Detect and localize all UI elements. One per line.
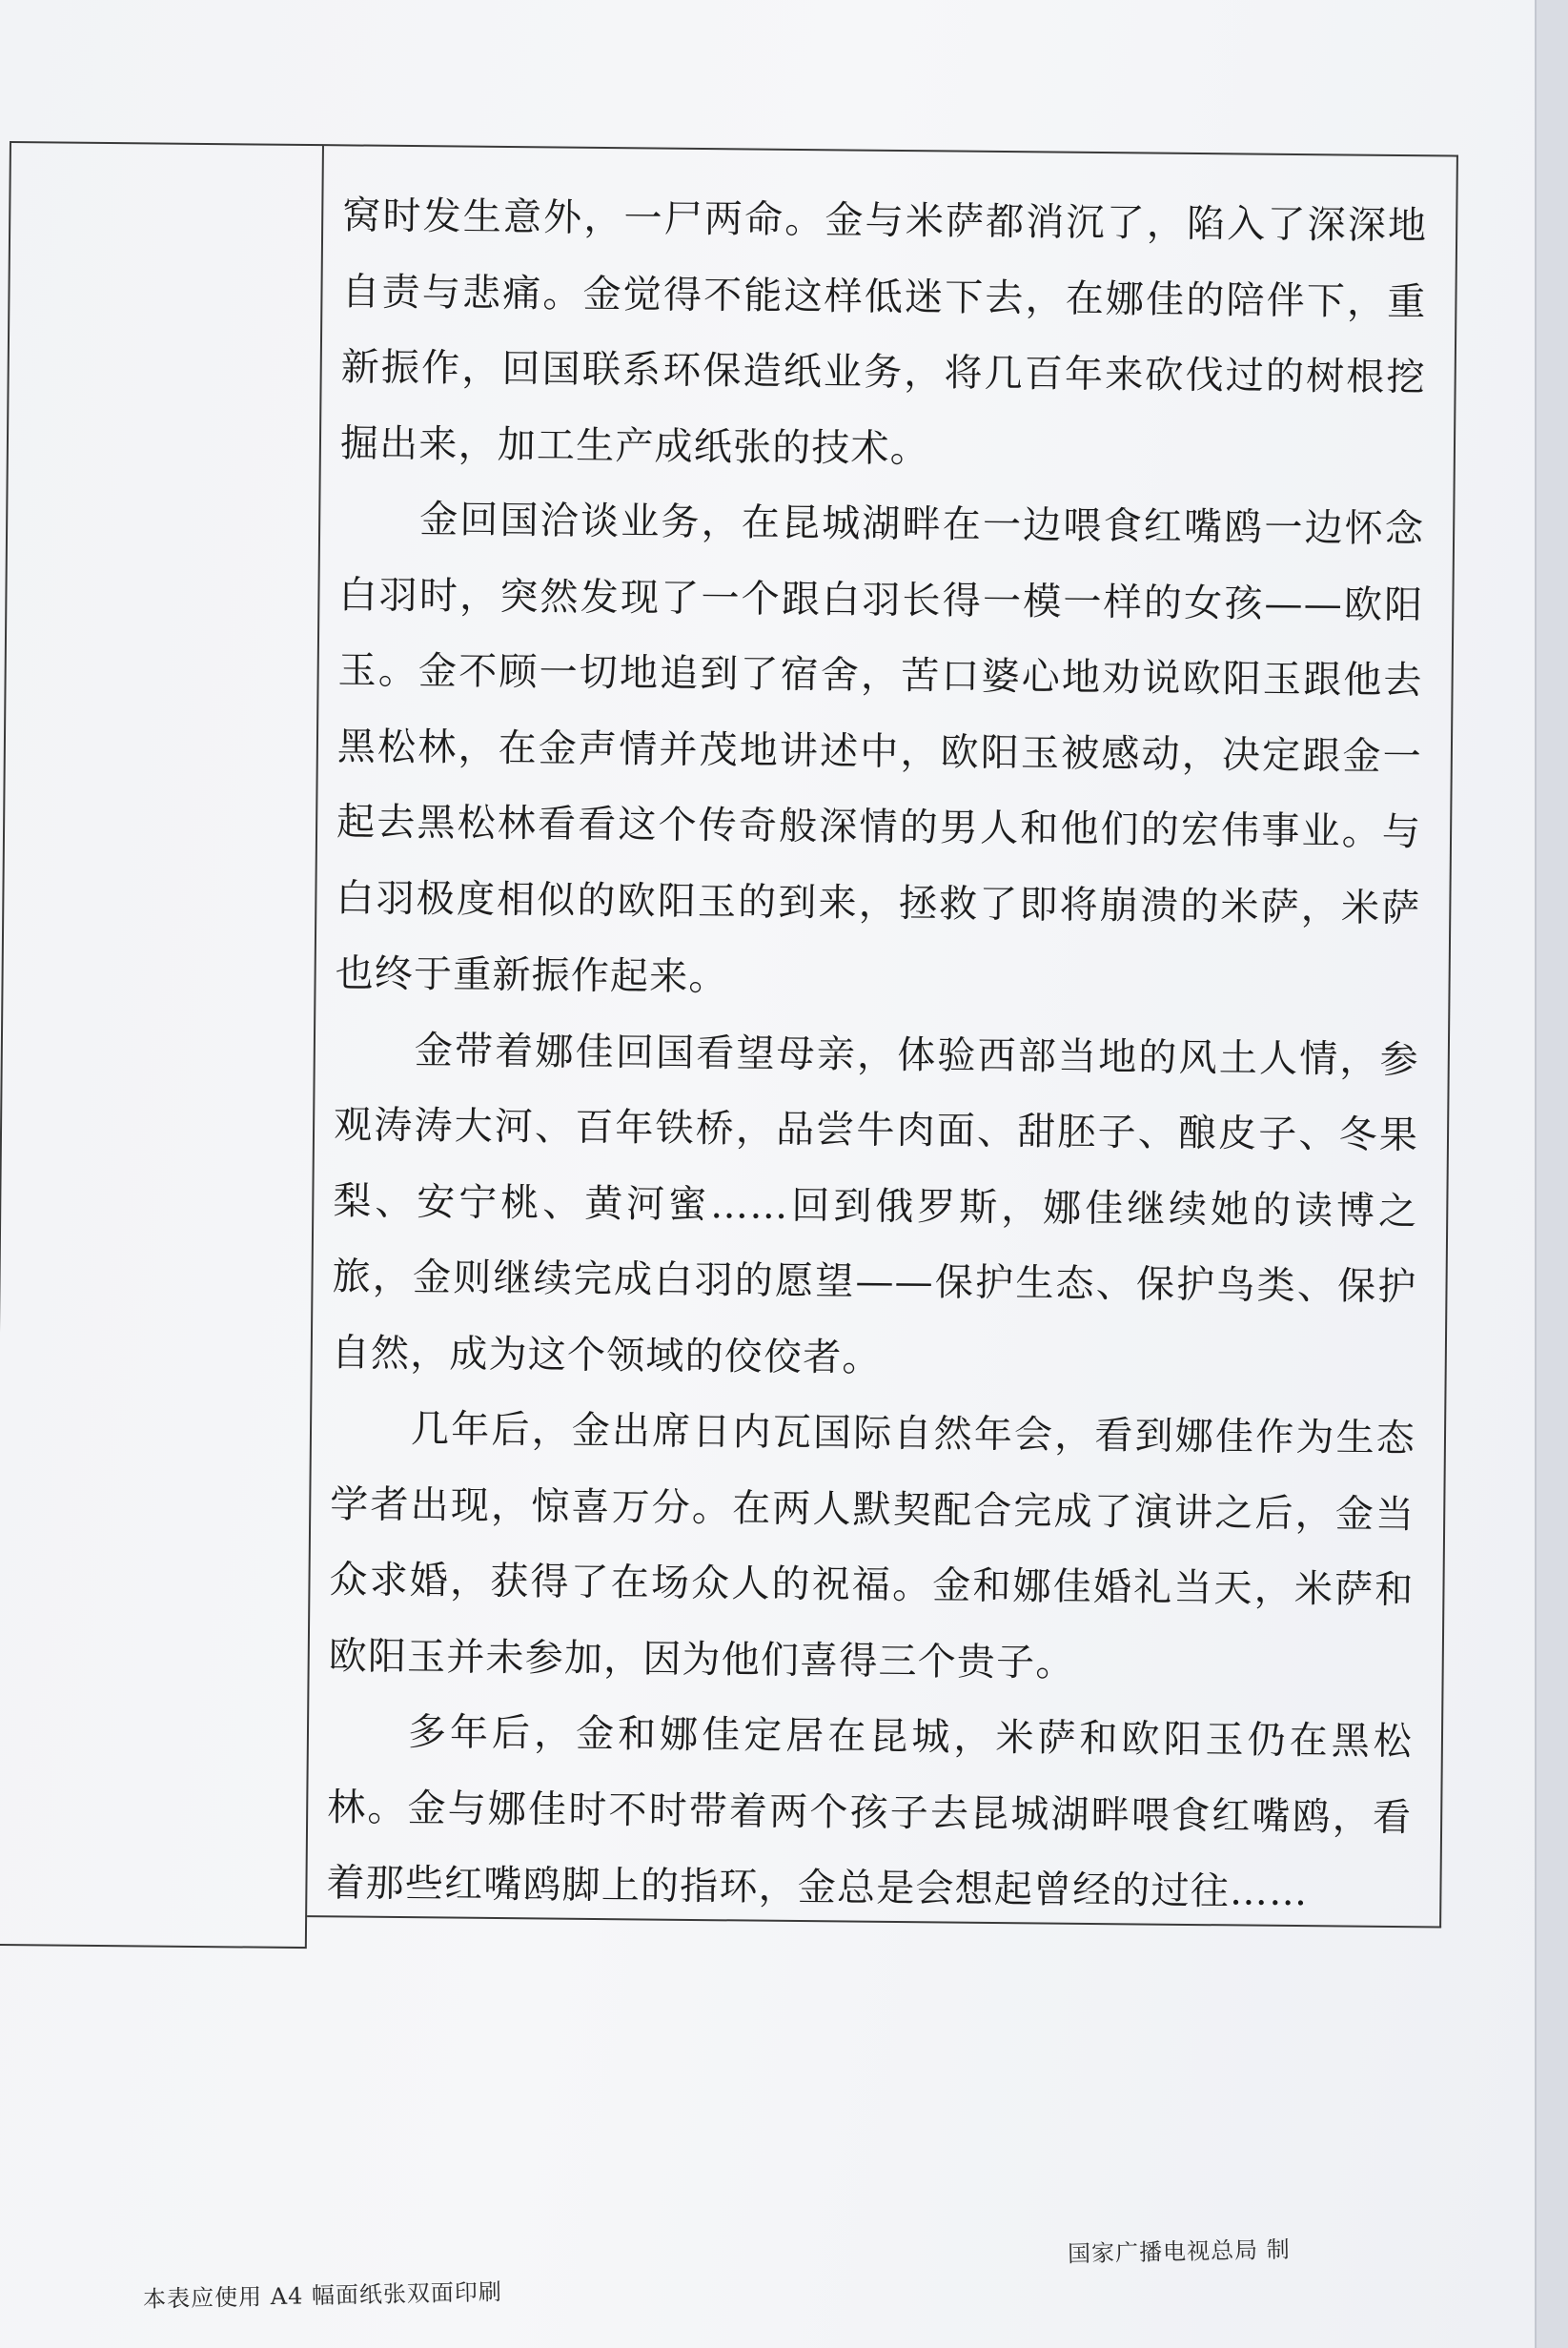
- story-paragraph-4: 几年后，金出席日内瓦国际自然年会，看到娜佳作为生态学者出现，惊喜万分。在两人默契配合完成了演讲之后，金当众求婚，获得了在场众人的祝福。金和娜佳婚礼当天，米萨和欧阳玉并未参加，因为他们喜得三个贵子。: [328, 1407, 1416, 1685]
- story-paragraph-2: 金回国洽谈业务，在昆城湖畔在一边喂食红嘴鸥一边怀念白羽时，突然发现了一个跟白羽长得一模一样的女孩——欧阳玉。金不顾一切地追到了宿舍，苦口婆心地劝说欧阳玉跟他去黑松林，在金声情并茂地讲述中，欧阳玉被感动，决定跟金一起去黑松林看看这个传奇般深情的男人和他们的宏伟事业。与白羽极度相似的欧阳玉的到来，拯救了即将崩溃的米萨，米萨也终于重新振作起来。: [335, 498, 1425, 1000]
- print-instruction-note: 本表应使用 A4 幅面纸张双面印刷: [142, 2278, 503, 2313]
- table-left-column: [0, 141, 324, 1949]
- story-paragraph-5: 多年后，金和娜佳定居在昆城，米萨和欧阳玉仍在黑松林。金与娜佳时不时带着两个孩子去昆城湖畔喂食红嘴鸥，看着那些红嘴鸥脚上的指环，金总是会想起曾经的过往……: [326, 1710, 1414, 1915]
- story-paragraph-3: 金带着娜佳回国看望母亲，体验西部当地的风土人情，参观涛涛大河、百年铁桥，品尝牛肉面、甜胚子、酿皮子、冬果梨、安宁桃、黄河蜜……回到俄罗斯，娜佳继续她的读博之旅，金则继续完成白羽的愿望——保护生态、保护鸟类、保护自然，成为这个领域的佼佼者。: [331, 1028, 1420, 1380]
- paper-edge: [1535, 0, 1568, 2348]
- issuer-label: 国家广播电视总局 制: [1067, 2236, 1291, 2268]
- story-paragraph-1: 窝时发生意外，一尸两命。金与米萨都消沉了，陷入了深深地自责与悲痛。金觉得不能这样低迷下去，在娜佳的陪伴下，重新振作，回国联系环保造纸业务，将几百年来砍伐过的树根挖掘出来，加工生产成纸张的技术。: [339, 194, 1428, 471]
- table-content-cell: [307, 144, 1458, 1928]
- form-table: [0, 141, 1458, 1962]
